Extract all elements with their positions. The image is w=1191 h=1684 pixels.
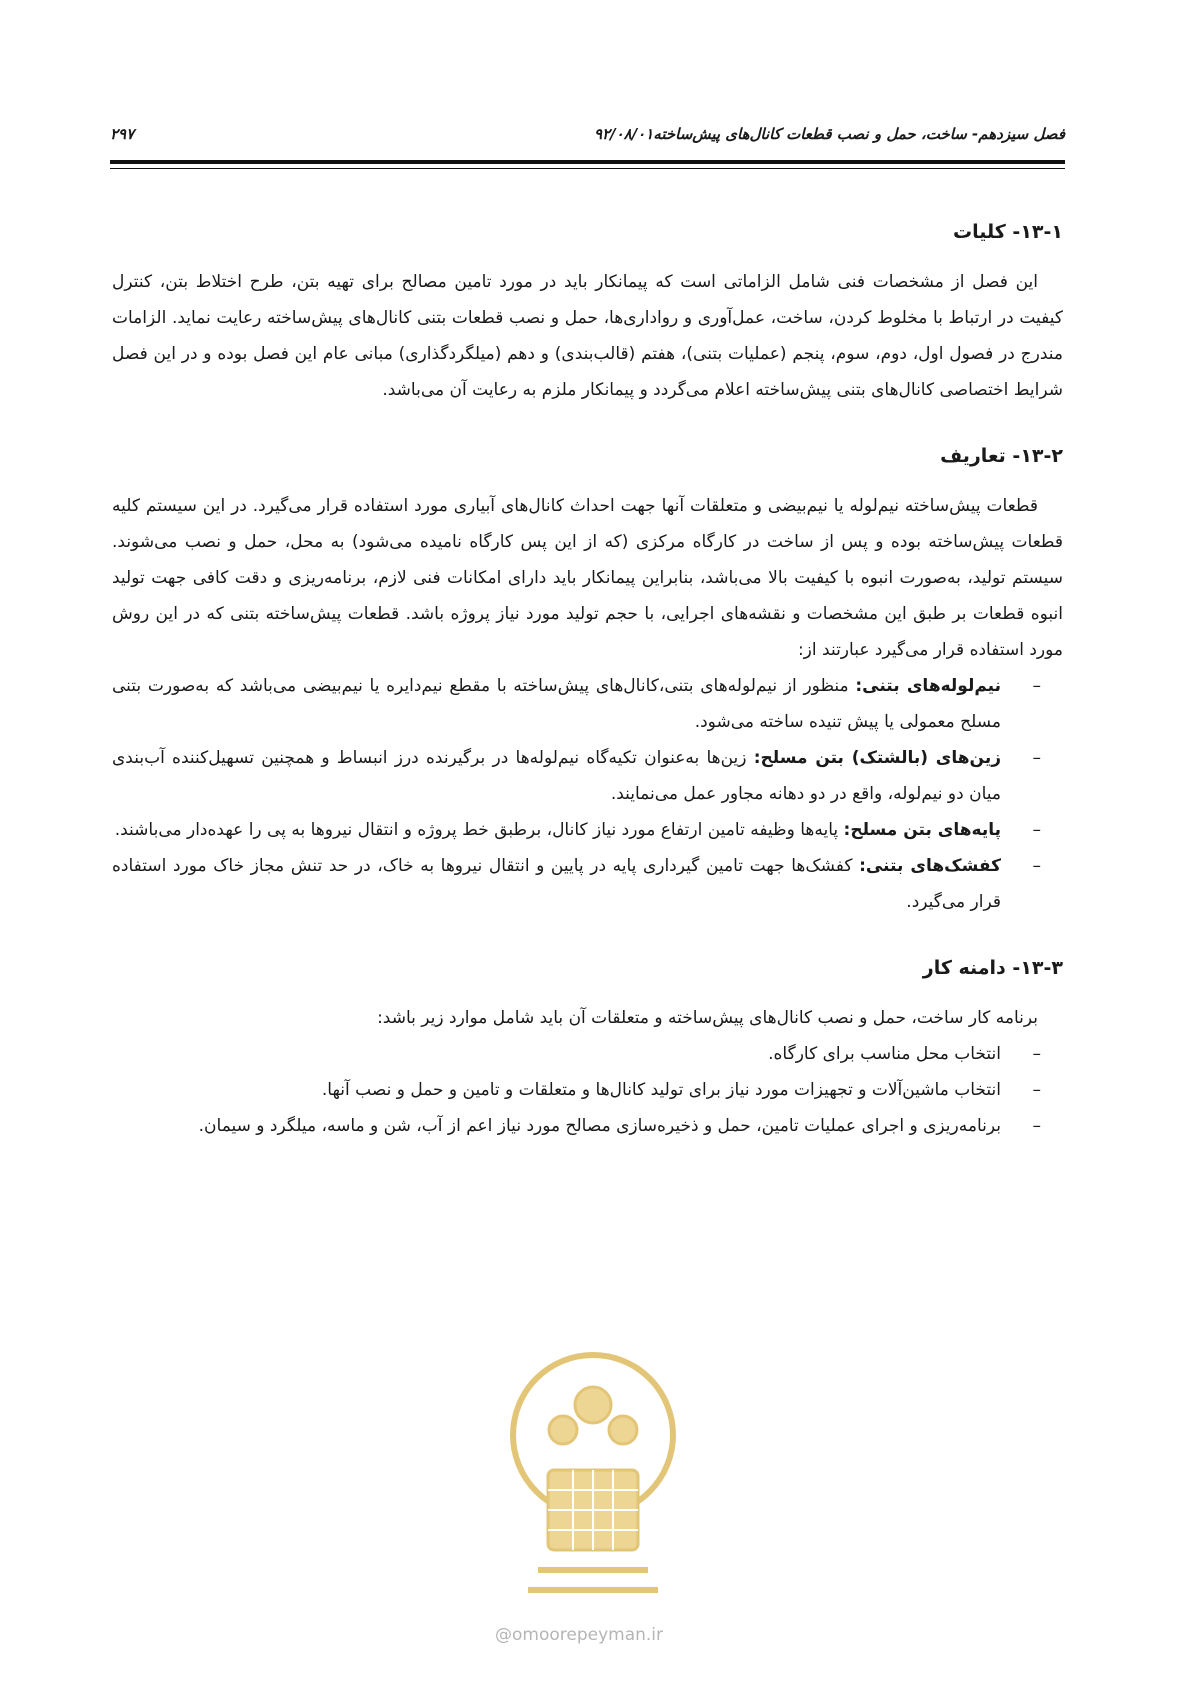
list-item	[112, 1036, 1063, 1072]
scope-list	[112, 1036, 1063, 1144]
section-definitions	[112, 436, 1063, 920]
paragraph: این فصل از مشخصات فنی شامل الزاماتی است که پیمانکار باید در مورد تامین مصالح برای تهیه بتن، طرح اختلاط بتن، کنترل کیفیت در ارتباط با مخلوط کردن، ساخت، عمل‌آوری و رواداری‌ها، حمل و نصب قطعات بتنی کانال‌های پیش‌ساخته رعایت نماید. الزامات مندرج در فصول اول، دوم، سوم، پنجم (عملیات بتنی)، هفتم (قالب‌بندی) و دهم (میلگردگذاری) مبانی عام این فصل بوده و در این فصل شرایط اختصاصی کانال‌های بتنی پیش‌ساخته اعلام می‌گردد و پیمانکار ملزم به رعایت آن می‌باشد.	[112, 272, 1063, 400]
bullet-dash: –	[1032, 856, 1041, 876]
section-heading: ۱۳-۳- دامنه کار	[922, 957, 1063, 979]
list-item	[112, 848, 1063, 920]
bullet-dash: –	[1032, 1044, 1041, 1064]
item-text: پایه‌ها وظیفه تامین ارتفاع مورد نیاز کانال، برطبق خط پروژه و انتقال نیروها به پی را عهده‌دار می‌باشند.	[114, 820, 844, 840]
item-text: برنامه‌ریزی و اجرای عملیات تامین، حمل و ذخیره‌سازی مصالح مورد نیاز اعم از آب، شن و ماسه، میلگرد و سیمان.	[198, 1116, 1001, 1136]
list-item	[112, 1108, 1063, 1144]
watermark-seal	[478, 1320, 708, 1650]
item-term: زین‌های (بالشتک) بتن مسلح:	[753, 748, 1001, 768]
item-text: منظور از نیم‌لوله‌های بتنی،کانال‌های پیش‌ساخته با مقطع نیم‌دایره یا نیم‌بیضی می‌باشد که به‌صورت بتنی مسلح معمولی یا پیش تنیده ساخته می‌شود.	[112, 676, 1001, 732]
paragraph: قطعات پیش‌ساخته نیم‌لوله یا نیم‌بیضی و متعلقات آنها جهت احداث کانال‌های آبیاری مورد استفاده قرار می‌گیرد. در این سیستم کلیه قطعات پیش‌ساخته بوده و پس از ساخت در کارگاه مرکزی (که از این پس کارگاه نامیده می‌شود) به محل، حمل و نصب می‌شوند. سیستم تولید، به‌صورت انبوه با کیفیت بالا می‌باشد، بنابراین پیمانکار باید دارای امکانات فنی لازم، برنامه‌ریزی و دقت کافی جهت تولید انبوه قطعات بر طبق این مشخصات و نقشه‌های اجرایی، با حجم تولید مورد نیاز پروژه باشد. قطعات پیش‌ساخته بتنی که در این روش مورد استفاده قرار می‌گیرد عبارتند از:	[112, 496, 1063, 660]
header-rule-thin	[110, 168, 1065, 169]
item-term: نیم‌لوله‌های بتنی:	[855, 676, 1001, 696]
item-term: پایه‌های بتن مسلح:	[843, 820, 1001, 840]
page-header	[110, 125, 1065, 147]
section-general	[112, 212, 1063, 408]
header-rule-thick	[110, 160, 1065, 164]
section-heading: ۱۳-۱- کلیات	[953, 221, 1063, 243]
bullet-dash: –	[1032, 1116, 1041, 1136]
list-item	[112, 1072, 1063, 1108]
section-heading: ۱۳-۲- تعاریف	[940, 445, 1063, 467]
item-text: انتخاب محل مناسب برای کارگاه.	[768, 1044, 1001, 1064]
bullet-dash: –	[1032, 676, 1041, 696]
definitions-list	[112, 668, 1063, 920]
section-scope	[112, 948, 1063, 1144]
item-text: انتخاب ماشین‌آلات و تجهیزات مورد نیاز برای تولید کانال‌ها و متعلقات و تامین و حمل و نصب آنها.	[321, 1080, 1001, 1100]
bullet-dash: –	[1032, 1080, 1041, 1100]
page-number: ۲۹۷	[110, 125, 135, 143]
document-body	[112, 212, 1063, 1172]
paragraph: برنامه کار ساخت، حمل و نصب کانال‌های پیش‌ساخته و متعلقات آن باید شامل موارد زیر باشد:	[377, 1008, 1038, 1028]
item-text: زین‌ها به‌عنوان تکیه‌گاه نیم‌لوله‌ها در برگیرنده درز انبساط و همچنین تسهیل‌کننده آب‌بندی میان دو نیم‌لوله، واقع در دو دهانه مجاور عمل می‌نمایند.	[112, 748, 1001, 804]
list-item	[112, 740, 1063, 812]
item-term: کفشک‌های بتنی:	[859, 856, 1002, 876]
chapter-title: فصل سیزدهم- ساخت، حمل و نصب قطعات کانال‌های پیش‌ساخته۹۲/۰۸/۰۱	[593, 125, 1065, 143]
item-text: کفشک‌ها جهت تامین گیرداری پایه در پایین و انتقال نیروها به خاک، در حد تنش مجاز خاک مورد استفاده قرار می‌گیرد.	[112, 856, 1001, 912]
list-item	[112, 668, 1063, 740]
bullet-dash: –	[1032, 820, 1041, 840]
bullet-dash: –	[1032, 748, 1041, 768]
watermark-text: @omoorepeyman.ir	[495, 1625, 664, 1645]
list-item	[112, 812, 1063, 848]
